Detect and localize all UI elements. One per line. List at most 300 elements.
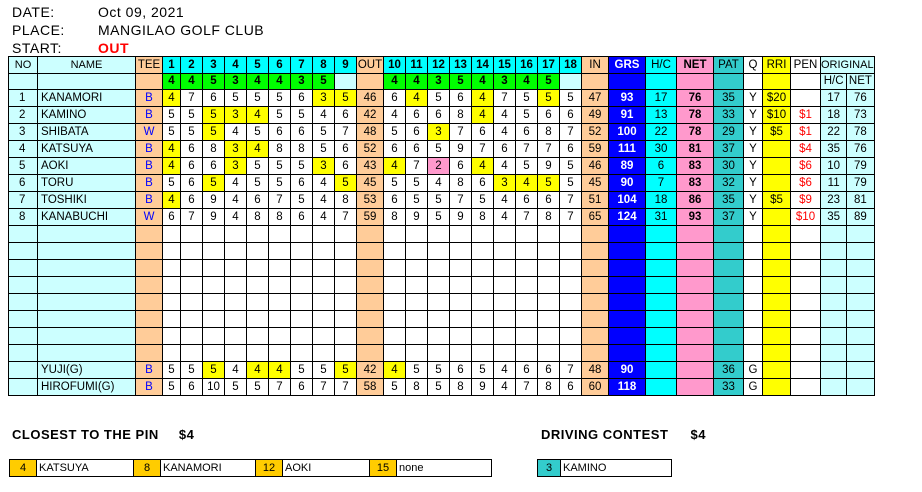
player-tee: B xyxy=(136,90,163,107)
player-orig-hc xyxy=(821,362,847,379)
par-cell: 5 xyxy=(203,74,225,90)
blank xyxy=(203,345,225,362)
blank xyxy=(763,328,791,345)
place-row xyxy=(12,22,264,38)
blank xyxy=(677,243,714,260)
blank xyxy=(247,345,269,362)
date-row xyxy=(12,4,184,20)
score-cell: 5 xyxy=(181,362,203,379)
pin-winner-2: KANAMORI xyxy=(163,462,222,474)
score-cell: 4 xyxy=(472,158,494,175)
blank xyxy=(516,345,538,362)
blank xyxy=(357,226,384,243)
score-cell: 4 xyxy=(384,158,406,175)
score-cell: 5 xyxy=(516,158,538,175)
score-cell: 6 xyxy=(335,141,357,158)
blank xyxy=(163,311,181,328)
empty-row xyxy=(9,226,875,243)
par-cell: 5 xyxy=(450,74,472,90)
par-blank xyxy=(560,74,582,90)
player-orig-hc: 17 xyxy=(821,90,847,107)
blank xyxy=(847,226,874,243)
blank xyxy=(646,311,677,328)
score-cell: 5 xyxy=(291,158,313,175)
blank xyxy=(472,345,494,362)
blank xyxy=(791,345,821,362)
blank xyxy=(269,243,291,260)
score-cell: 4 xyxy=(384,362,406,379)
score-cell: 5 xyxy=(291,362,313,379)
blank xyxy=(609,226,646,243)
score-cell: 5 xyxy=(313,141,335,158)
hole-2-header: 2 xyxy=(181,57,203,74)
blank xyxy=(406,260,428,277)
blank xyxy=(791,226,821,243)
score-cell: 8 xyxy=(538,209,560,226)
score-cell: 8 xyxy=(538,124,560,141)
score-cell: 5 xyxy=(538,90,560,107)
blank xyxy=(357,328,384,345)
blank xyxy=(450,277,472,294)
blank xyxy=(136,226,163,243)
blank xyxy=(38,328,136,345)
blank xyxy=(291,328,313,345)
driving-contest-result xyxy=(537,459,672,477)
blank xyxy=(646,260,677,277)
blank xyxy=(181,243,203,260)
blank xyxy=(9,311,38,328)
blank xyxy=(494,260,516,277)
score-cell: 6 xyxy=(291,209,313,226)
blank xyxy=(428,294,450,311)
score-cell: 48 xyxy=(357,124,384,141)
score-cell: 4 xyxy=(494,124,516,141)
score-cell: 3 xyxy=(494,175,516,192)
empty-row xyxy=(9,345,875,362)
blank xyxy=(269,345,291,362)
score-cell: 9 xyxy=(406,209,428,226)
par-cell: 3 xyxy=(291,74,313,90)
player-orig-net: 76 xyxy=(847,141,874,158)
blank xyxy=(763,243,791,260)
player-pat: 37 xyxy=(714,209,744,226)
player-q: Y xyxy=(744,209,763,226)
blank xyxy=(313,328,335,345)
blank xyxy=(428,243,450,260)
blank xyxy=(406,345,428,362)
score-cell: 5 xyxy=(163,124,181,141)
blank xyxy=(384,226,406,243)
player-no: 5 xyxy=(9,158,38,175)
blank xyxy=(181,311,203,328)
blank xyxy=(203,277,225,294)
blank xyxy=(313,311,335,328)
blank xyxy=(335,311,357,328)
score-cell: 5 xyxy=(269,175,291,192)
score-cell: 7 xyxy=(516,141,538,158)
score-cell: 4 xyxy=(313,175,335,192)
blank xyxy=(163,328,181,345)
score-cell: 6 xyxy=(291,90,313,107)
col-grs-header: GRS xyxy=(609,57,646,74)
player-name: KAMINO xyxy=(38,107,136,124)
score-cell: 5 xyxy=(560,90,582,107)
score-cell: 6 xyxy=(428,107,450,124)
col-pat-header: PAT xyxy=(714,57,744,74)
par-q xyxy=(744,74,763,90)
par-cell: 3 xyxy=(225,74,247,90)
par-cell: 5 xyxy=(538,74,560,90)
blank xyxy=(791,277,821,294)
blank xyxy=(560,260,582,277)
col-name-header: NAME xyxy=(38,57,136,74)
player-q: Y xyxy=(744,107,763,124)
score-cell: 6 xyxy=(450,90,472,107)
player-grs: 118 xyxy=(609,379,646,396)
player-rri xyxy=(763,158,791,175)
score-cell: 5 xyxy=(428,379,450,396)
blank xyxy=(450,294,472,311)
player-orig-net: 79 xyxy=(847,158,874,175)
blank xyxy=(560,345,582,362)
col-orig-hc-header: H/C xyxy=(821,74,847,90)
score-cell: 7 xyxy=(406,158,428,175)
blank xyxy=(291,311,313,328)
score-cell: 8 xyxy=(538,379,560,396)
player-no xyxy=(9,379,38,396)
score-cell: 5 xyxy=(203,362,225,379)
player-net: 83 xyxy=(677,158,714,175)
player-name: KANABUCHI xyxy=(38,209,136,226)
blank xyxy=(384,294,406,311)
date-value: Oct 09, 2021 xyxy=(98,4,185,20)
blank xyxy=(821,345,847,362)
player-orig-hc: 10 xyxy=(821,158,847,175)
score-cell: 4 xyxy=(406,90,428,107)
blank xyxy=(357,311,384,328)
score-cell: 4 xyxy=(494,158,516,175)
player-grs: 91 xyxy=(609,107,646,124)
scorecard-table xyxy=(8,56,875,396)
score-cell: 4 xyxy=(225,362,247,379)
blank xyxy=(9,226,38,243)
blank xyxy=(357,243,384,260)
score-cell: 7 xyxy=(516,379,538,396)
score-cell: 7 xyxy=(335,379,357,396)
player-pat: 33 xyxy=(714,379,744,396)
par-net xyxy=(677,74,714,90)
blank xyxy=(384,260,406,277)
score-cell: 6 xyxy=(181,141,203,158)
hole-1-header: 1 xyxy=(163,57,181,74)
player-no: 1 xyxy=(9,90,38,107)
blank xyxy=(450,328,472,345)
blank xyxy=(744,328,763,345)
player-rri: $20 xyxy=(763,90,791,107)
col-q-header: Q xyxy=(744,57,763,74)
blank xyxy=(847,328,874,345)
pin-winner-4: none xyxy=(399,462,424,474)
player-net: 83 xyxy=(677,175,714,192)
score-cell: 7 xyxy=(450,192,472,209)
blank xyxy=(560,277,582,294)
blank xyxy=(225,294,247,311)
score-cell: 5 xyxy=(203,107,225,124)
hole-3-header: 3 xyxy=(203,57,225,74)
player-no: 6 xyxy=(9,175,38,192)
blank xyxy=(247,328,269,345)
player-name: KATSUYA xyxy=(38,141,136,158)
score-cell: 5 xyxy=(225,90,247,107)
player-hc xyxy=(646,379,677,396)
score-cell: 59 xyxy=(357,209,384,226)
blank xyxy=(406,294,428,311)
score-cell: 46 xyxy=(357,90,384,107)
closest-to-pin-heading xyxy=(12,427,194,442)
score-cell: 5 xyxy=(247,379,269,396)
blank xyxy=(181,294,203,311)
blank xyxy=(247,226,269,243)
driving-contest-heading xyxy=(541,427,706,442)
blank xyxy=(538,277,560,294)
empty-row xyxy=(9,243,875,260)
score-cell: 6 xyxy=(560,379,582,396)
blank xyxy=(269,328,291,345)
player-rri: $5 xyxy=(763,192,791,209)
score-cell: 5 xyxy=(516,107,538,124)
score-cell: 6 xyxy=(560,141,582,158)
score-cell: 52 xyxy=(357,141,384,158)
player-orig-net xyxy=(847,362,874,379)
player-grs: 90 xyxy=(609,175,646,192)
player-pen xyxy=(791,379,821,396)
score-cell: 5 xyxy=(406,192,428,209)
par-cell: 4 xyxy=(163,74,181,90)
score-cell: 9 xyxy=(538,158,560,175)
player-hc: 6 xyxy=(646,158,677,175)
score-cell: 9 xyxy=(450,209,472,226)
player-tee: B xyxy=(136,192,163,209)
start-value: OUT xyxy=(98,40,130,56)
score-cell: 5 xyxy=(472,362,494,379)
blank xyxy=(744,294,763,311)
score-cell: 4 xyxy=(472,90,494,107)
score-cell: 45 xyxy=(582,175,609,192)
blank xyxy=(821,226,847,243)
score-cell: 4 xyxy=(313,209,335,226)
blank xyxy=(714,277,744,294)
blank xyxy=(450,345,472,362)
blank xyxy=(225,277,247,294)
score-cell: 6 xyxy=(181,175,203,192)
score-cell: 65 xyxy=(582,209,609,226)
score-cell: 5 xyxy=(406,362,428,379)
blank xyxy=(181,277,203,294)
blank xyxy=(247,294,269,311)
score-cell: 6 xyxy=(538,192,560,209)
blank xyxy=(582,345,609,362)
closest-label: CLOSEST TO THE PIN xyxy=(12,427,159,442)
blank xyxy=(247,243,269,260)
player-q: Y xyxy=(744,141,763,158)
player-pat: 35 xyxy=(714,90,744,107)
par-blank xyxy=(136,74,163,90)
blank xyxy=(38,277,136,294)
date-label: DATE: xyxy=(12,4,55,20)
player-hc xyxy=(646,362,677,379)
player-net: 76 xyxy=(677,90,714,107)
empty-row xyxy=(9,277,875,294)
player-tee: B xyxy=(136,158,163,175)
blank xyxy=(450,311,472,328)
player-net: 81 xyxy=(677,141,714,158)
blank xyxy=(744,243,763,260)
player-q: Y xyxy=(744,192,763,209)
score-cell: 6 xyxy=(203,158,225,175)
blank xyxy=(384,243,406,260)
col-pen-header: PEN xyxy=(791,57,821,74)
player-grs: 90 xyxy=(609,362,646,379)
score-cell: 3 xyxy=(313,90,335,107)
score-cell: 8 xyxy=(291,141,313,158)
score-cell: 5 xyxy=(225,379,247,396)
blank xyxy=(313,345,335,362)
score-cell: 6 xyxy=(406,107,428,124)
score-cell: 7 xyxy=(269,192,291,209)
par-subtotal xyxy=(582,74,609,90)
blank xyxy=(582,260,609,277)
player-rri xyxy=(763,362,791,379)
score-cell: 3 xyxy=(225,107,247,124)
hole-IN-header: IN xyxy=(582,57,609,74)
player-name: YUJI(G) xyxy=(38,362,136,379)
blank xyxy=(677,345,714,362)
blank xyxy=(384,328,406,345)
score-cell: 6 xyxy=(384,192,406,209)
blank xyxy=(247,260,269,277)
blank xyxy=(225,345,247,362)
score-cell: 5 xyxy=(406,175,428,192)
score-cell: 5 xyxy=(181,107,203,124)
score-cell: 5 xyxy=(384,379,406,396)
score-cell: 51 xyxy=(582,192,609,209)
blank xyxy=(428,311,450,328)
score-cell: 5 xyxy=(269,107,291,124)
score-cell: 6 xyxy=(384,141,406,158)
player-net: 86 xyxy=(677,192,714,209)
start-row xyxy=(12,40,129,56)
player-orig-hc: 35 xyxy=(821,209,847,226)
player-tee: B xyxy=(136,141,163,158)
player-no: 8 xyxy=(9,209,38,226)
par-cell: 4 xyxy=(516,74,538,90)
blank xyxy=(714,294,744,311)
blank xyxy=(291,345,313,362)
place-value: MANGILAO GOLF CLUB xyxy=(98,22,265,38)
blank xyxy=(494,226,516,243)
score-cell: 5 xyxy=(163,362,181,379)
score-cell: 5 xyxy=(291,192,313,209)
blank xyxy=(335,277,357,294)
score-cell: 5 xyxy=(335,90,357,107)
player-net: 78 xyxy=(677,107,714,124)
score-cell: 7 xyxy=(494,90,516,107)
player-q: G xyxy=(744,379,763,396)
closest-prize: $4 xyxy=(178,427,195,442)
start-label: START: xyxy=(12,40,62,56)
par-cell: 4 xyxy=(406,74,428,90)
par-grs xyxy=(609,74,646,90)
score-cell: 6 xyxy=(163,209,181,226)
score-cell: 43 xyxy=(357,158,384,175)
score-cell: 4 xyxy=(494,379,516,396)
blank xyxy=(203,328,225,345)
blank xyxy=(269,294,291,311)
blank xyxy=(677,294,714,311)
blank xyxy=(494,294,516,311)
hole-8-header: 8 xyxy=(313,57,335,74)
score-cell: 4 xyxy=(494,362,516,379)
score-cell: 5 xyxy=(163,379,181,396)
player-orig-net xyxy=(847,379,874,396)
blank xyxy=(38,243,136,260)
player-q: Y xyxy=(744,158,763,175)
par-cell: 4 xyxy=(472,74,494,90)
blank xyxy=(136,294,163,311)
blank xyxy=(560,294,582,311)
blank xyxy=(538,243,560,260)
player-name: TORU xyxy=(38,175,136,192)
player-tee: W xyxy=(136,124,163,141)
player-pen: $6 xyxy=(791,175,821,192)
player-rri xyxy=(763,175,791,192)
score-cell: 6 xyxy=(516,362,538,379)
blank xyxy=(225,260,247,277)
score-cell: 6 xyxy=(291,124,313,141)
blank xyxy=(516,294,538,311)
score-cell: 53 xyxy=(357,192,384,209)
blank xyxy=(335,260,357,277)
score-cell: 5 xyxy=(203,175,225,192)
score-cell: 5 xyxy=(560,175,582,192)
player-q: Y xyxy=(744,90,763,107)
blank xyxy=(9,345,38,362)
blank xyxy=(450,243,472,260)
blank xyxy=(472,294,494,311)
score-cell: 4 xyxy=(494,209,516,226)
blank xyxy=(136,311,163,328)
pin-hole-3: 12 xyxy=(255,460,283,476)
blank xyxy=(714,311,744,328)
blank xyxy=(384,277,406,294)
blank xyxy=(357,294,384,311)
blank xyxy=(472,260,494,277)
score-cell: 5 xyxy=(247,158,269,175)
score-cell: 6 xyxy=(335,158,357,175)
score-cell: 5 xyxy=(335,175,357,192)
pin-hole-2: 8 xyxy=(133,460,161,476)
blank xyxy=(847,294,874,311)
blank xyxy=(203,260,225,277)
blank xyxy=(763,226,791,243)
blank xyxy=(269,311,291,328)
player-tee: B xyxy=(136,175,163,192)
score-cell: 5 xyxy=(335,362,357,379)
blank xyxy=(313,243,335,260)
blank xyxy=(677,311,714,328)
player-orig-net: 79 xyxy=(847,175,874,192)
player-name: SHIBATA xyxy=(38,124,136,141)
